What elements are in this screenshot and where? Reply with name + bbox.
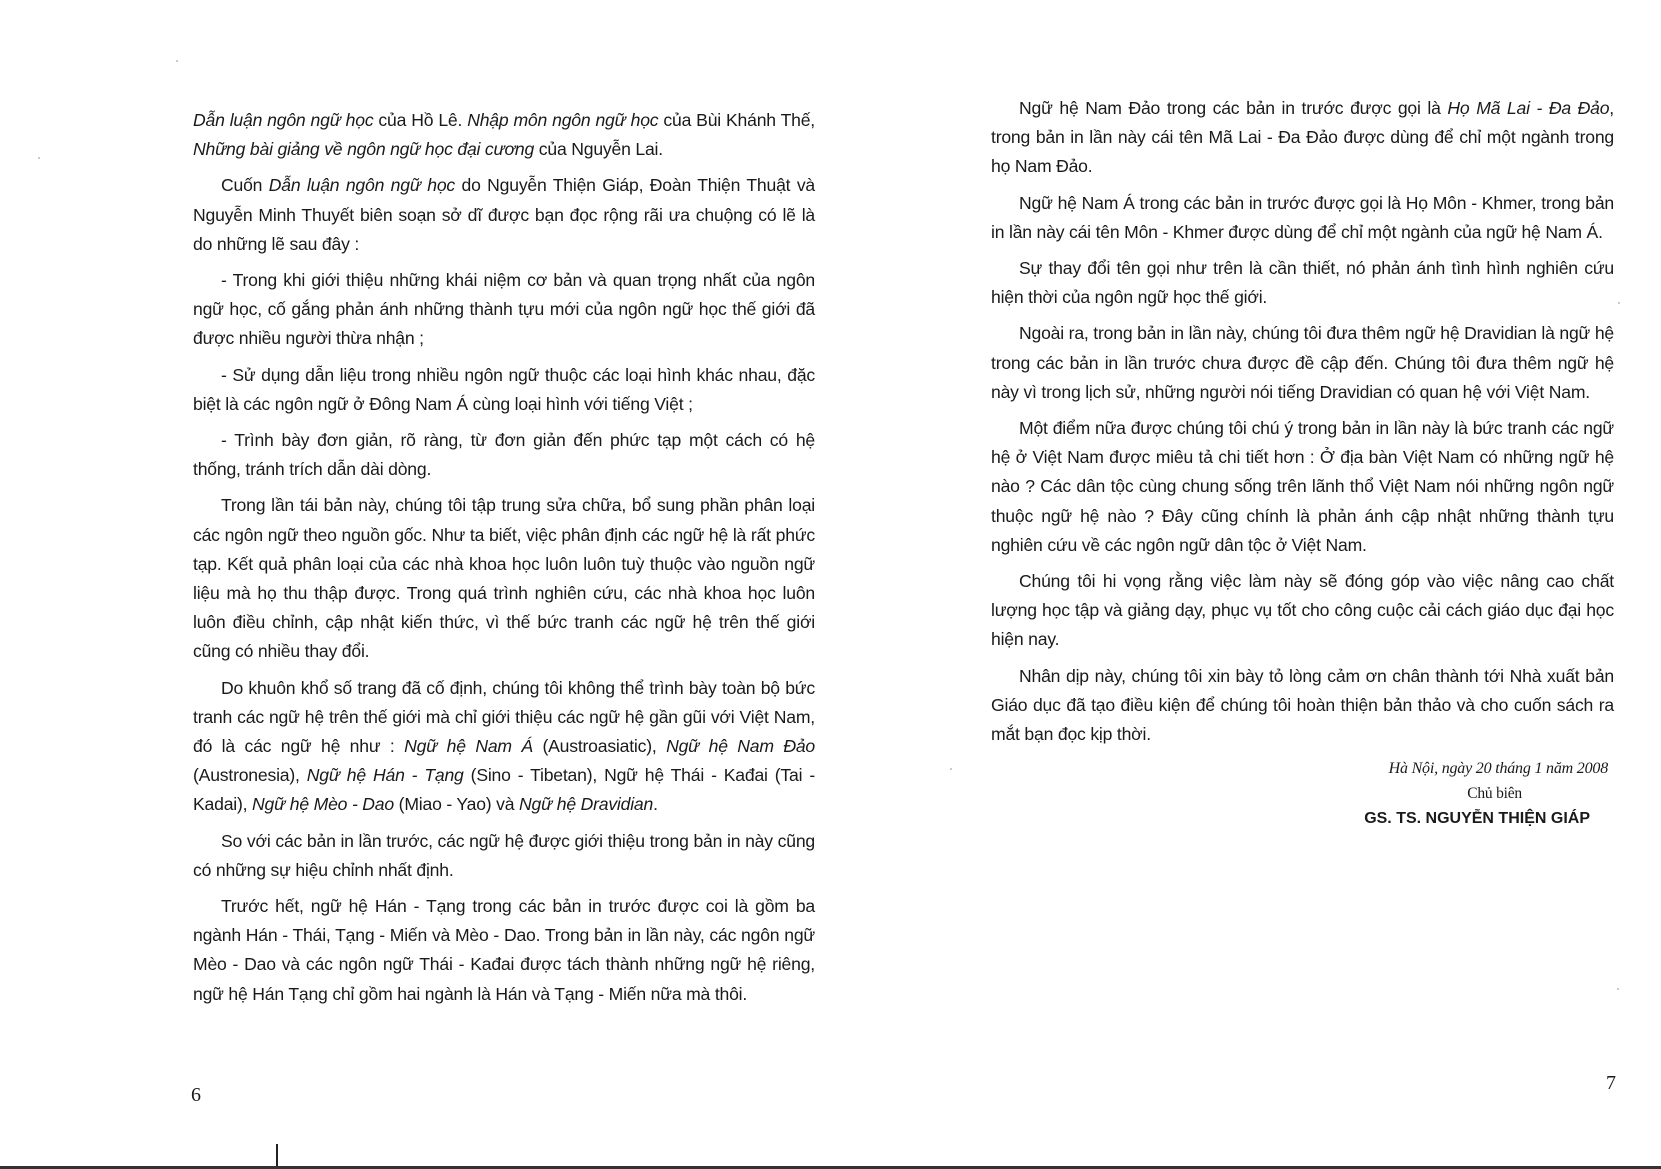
paragraph: So với các bản in lần trước, các ngữ hệ được giới thiệu trong bản in này cũng có những sự hiệu chỉnh nhất định. — [193, 830, 815, 880]
family-name: Ngữ hệ Mèo - Dao — [252, 794, 394, 815]
scan-speck — [38, 157, 40, 159]
paragraph: Trước hết, ngữ hệ Hán - Tạng trong các bản in trước được coi là gồm ba ngành Hán - Thái, Tạng - Miến và Mèo - Dao. Trong bản in lần này, các ngôn ngữ Mèo - Dao và các ngôn ngữ Thái - Kađai được tách thành những ngữ hệ riêng, ngữ hệ Hán Tạng chỉ gồm hai ngành là Hán và Tạng - Miến nữa mà thôi. — [193, 896, 815, 1004]
text-run: . — [653, 794, 658, 815]
text-run: Do khuôn khổ số trang đã cố định, chúng tôi không thể trình bày toàn bộ bức tranh các ngữ hệ trên thế giới mà chỉ giới thiệu các ngữ hệ gần gũi với Việt Nam, đó là các ngữ hệ như : — [193, 677, 815, 757]
text-run: (Sino - Tibetan), Ngữ hệ Thái - Kađai (Tai - Kadai), — [193, 765, 815, 815]
paragraph: Ngữ hệ Nam Á trong các bản in trước được gọi là Họ Môn - Khmer, trong bản in lần này cái tên Môn - Khmer được dùng để chỉ một ngành của ngữ hệ Nam Á. — [991, 192, 1614, 242]
text-run: do Nguyễn Thiện Giáp, Đoàn Thiện Thuật và Nguyễn Minh Thuyết biên soạn sở dĩ được bạn đọc rộng rãi ưa chuộng có lẽ là do những lẽ sau đây : — [193, 175, 816, 254]
page-number: 6 — [191, 1084, 201, 1106]
bullet-paragraph: - Sử dụng dẫn liệu trong nhiều ngôn ngữ thuộc các loại hình khác nhau, đặc biệt là các ngôn ngữ ở Đông Nam Á cùng loại hình với tiếng Việt ; — [193, 364, 815, 414]
text-run: Ngữ hệ Nam Đảo trong các bản in trước được gọi là — [1019, 98, 1448, 118]
family-name: Ngữ hệ Nam Đảo — [666, 736, 816, 757]
text-run: Cuốn — [221, 175, 269, 196]
signoff-name: GS. TS. NGUYỄN THIỆN GIÁP — [1364, 810, 1590, 828]
signoff-date: Hà Nội, ngày 20 tháng 1 năm 2008 — [1388, 760, 1608, 778]
book-title: Dẫn luận ngôn ngữ học — [268, 175, 456, 196]
bullet-paragraph: - Trong khi giới thiệu những khái niệm cơ bản và quan trọng nhất của ngôn ngữ học, cố gắng phản ánh những thành tựu mới của ngôn ngữ học thế giới đã được nhiều người thừa nhận ; — [193, 270, 815, 349]
text-run: (Austronesia), — [193, 765, 307, 786]
text-run: , trong bản in lần này cái tên Mã Lai - Đa Đảo được dùng để chỉ một ngành trong họ Nam Đảo. — [991, 98, 1614, 177]
paragraph: Nhân dịp này, chúng tôi xin bày tỏ lòng cảm ơn chân thành tới Nhà xuất bản Giáo dục đã tạo điều kiện để chúng tôi hoàn thiện bản thảo và cho cuốn sách ra mắt bạn đọc kịp thời. — [991, 665, 1614, 745]
text-run: của Hồ Lê. — [373, 110, 468, 130]
book-title: Nhập môn ngôn ngữ học — [467, 110, 659, 130]
left-text-column — [193, 106, 815, 1016]
page-number: 7 — [1606, 1072, 1616, 1094]
paragraph — [193, 106, 815, 164]
family-name: Ngữ hệ Nam Á — [404, 736, 533, 757]
book-title: Những bài giảng về ngôn ngữ học đại cương — [193, 139, 535, 160]
right-text-column — [991, 94, 1614, 831]
scan-speck — [1617, 988, 1619, 990]
paragraph: Ngoài ra, trong bản in lần này, chúng tôi đưa thêm ngữ hệ Dravidian là ngữ hệ trong các bản in lần trước chưa được đề cập đến. Chúng tôi đưa thêm ngữ hệ này vì trong lịch sử, những người nói tiếng Dravidian có quan hệ với Việt Nam. — [991, 323, 1614, 402]
text-run: của Bùi Khánh Thế, — [658, 110, 815, 130]
text-run: của Nguyễn Lai. — [534, 139, 663, 160]
scan-speck — [1618, 302, 1620, 304]
family-name: Họ Mã Lai - Đa Đảo — [1447, 98, 1610, 118]
text-run: (Austroasiatic), — [532, 736, 667, 757]
paragraph — [193, 171, 815, 259]
paragraph: Trong lần tái bản này, chúng tôi tập trung sửa chữa, bổ sung phần phân loại các ngôn ngữ theo nguồn gốc. Như ta biết, việc phân định các ngữ hệ là rất phức tạp. Kết quả phân loại của các nhà khoa học luôn luôn tuỳ thuộc vào nguồn ngữ liệu mà họ thu thập được. Trong quá trình nghiên cứu, các nhà khoa học luôn luôn điều chỉnh, cập nhật kiến thức, vì thế bức tranh các ngữ hệ trên thế giới cũng có nhiều thay đổi. — [193, 495, 815, 662]
paragraph: Chúng tôi hi vọng rằng việc làm này sẽ đóng góp vào việc nâng cao chất lượng học tập và giảng dạy, phục vụ tốt cho công cuộc cải cách giáo dục đại học hiện nay. — [991, 571, 1614, 650]
left-page — [0, 0, 830, 1169]
family-name: Ngữ hệ Dravidian — [519, 794, 654, 815]
bullet-paragraph: - Trình bày đơn giản, rõ ràng, từ đơn giản đến phức tạp một cách có hệ thống, tránh trích dẫn dài dòng. — [193, 430, 815, 480]
paragraph — [991, 94, 1614, 182]
book-title: Dẫn luận ngôn ngữ học — [193, 110, 374, 130]
right-page — [830, 0, 1661, 1169]
paragraph — [193, 674, 815, 820]
paragraph: Một điểm nữa được chúng tôi chú ý trong bản in lần này là bức tranh các ngữ hệ ở Việt Nam được miêu tả chi tiết hơn : Ở địa bàn Việt Nam có những ngữ hệ nào ? Các dân tộc cùng chung sống trên lãnh thổ Việt Nam nói những ngôn ngữ thuộc ngữ hệ nào ? Đây cũng chính là phản ánh cập nhật những thành tựu nghiên cứu về các ngôn ngữ dân tộc ở Việt Nam. — [991, 418, 1614, 555]
scan-speck — [950, 768, 952, 770]
signoff-block — [991, 756, 1614, 831]
family-name: Ngữ hệ Hán - Tạng — [306, 765, 464, 786]
scan-speck — [176, 60, 178, 62]
paragraph: Sự thay đổi tên gọi như trên là cần thiết, nó phản ánh tình hình nghiên cứu hiện thời của ngôn ngữ học thế giới. — [991, 258, 1614, 308]
text-run: (Miao - Yao) và — [393, 794, 519, 815]
signoff-role: Chủ biên — [1467, 785, 1522, 803]
